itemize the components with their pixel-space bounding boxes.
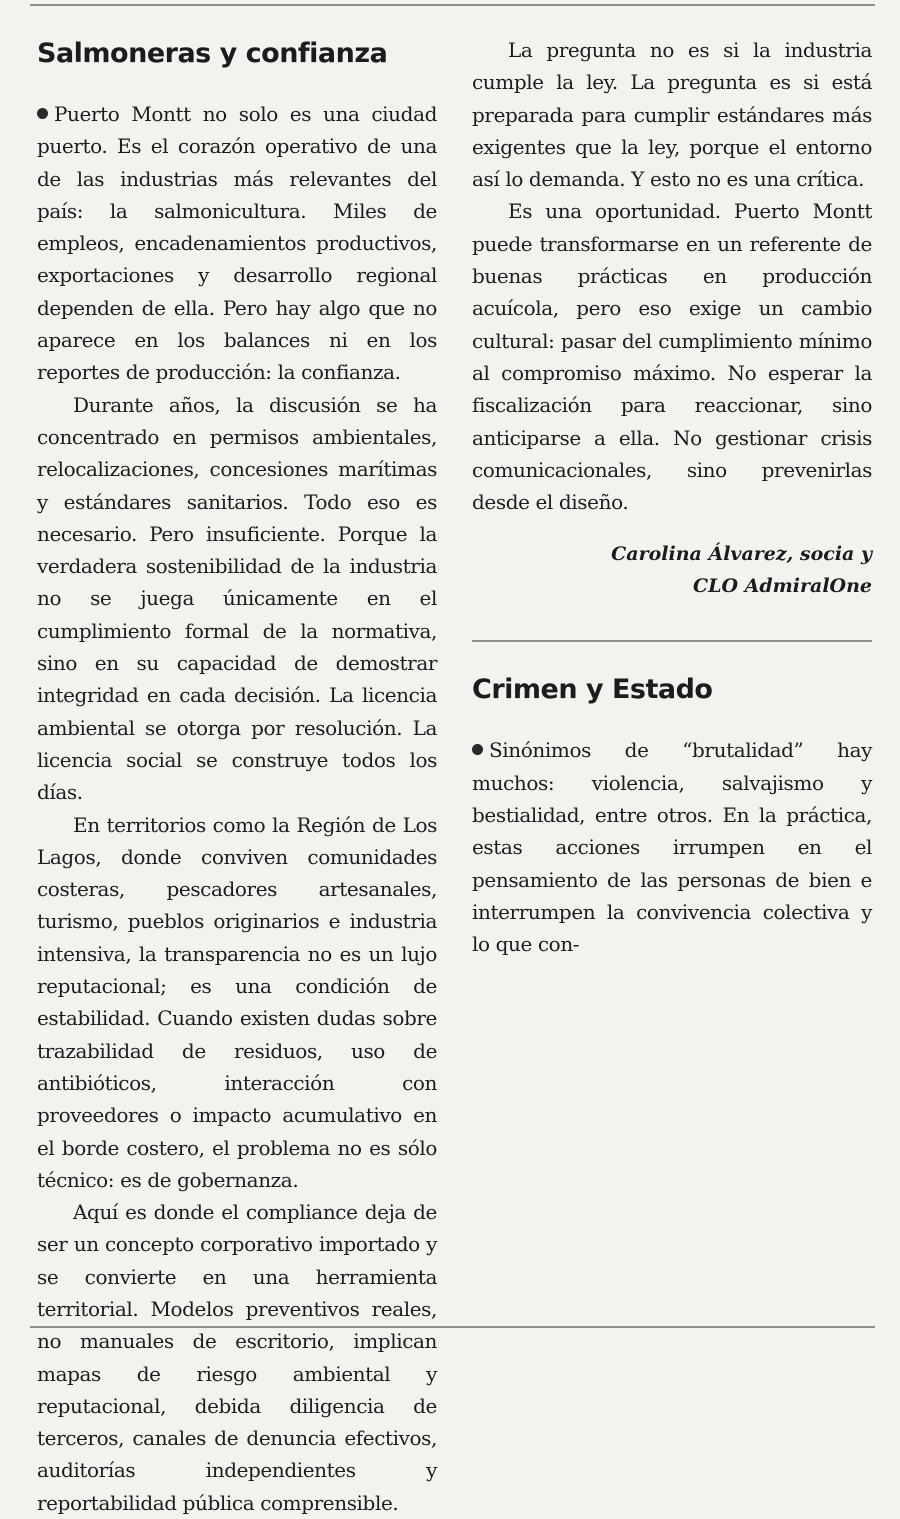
article-paragraph-6: Es una oportunidad. Puerto Montt puede transformarse en un referente de buenas prácticas en producción acuícola, pero eso exige un cambio cultural: pasar del cumplimiento mínimo al compromiso máximo. No esperar la fiscalización para reaccionar, sino anticiparse a ella. No gestionar crisis comunicacionales, sino prevenirlas desde el diseño.	[472, 199, 872, 515]
article2-paragraph-1: Sinónimos de “brutalidad” hay muchos: violencia, salvajismo y bestialidad, entre otros. En la práctica, estas acciones irrumpen en el pensamiento de las personas de bien e interrumpen la convivencia colectiva y lo que con-	[472, 738, 872, 957]
article-paragraph-5: La pregunta no es si la industria cumple la ley. La pregunta es si está preparada para cumplir estándares más exigentes que la ley, porque el entorno así lo demanda. Y esto no es una crítica.	[472, 38, 872, 192]
author-role: CLO AdmiralOne	[693, 575, 872, 598]
article-title-crimen: Crimen y Estado	[472, 674, 713, 706]
bullet-icon	[472, 744, 483, 755]
top-rule	[30, 4, 875, 6]
bottom-rule	[30, 1326, 875, 1328]
article-paragraph-1: Puerto Montt no solo es una ciudad puerto. Es el corazón operativo de una de las industrias más relevantes del país: la salmonicultura. Miles de empleos, encadenamientos productivos, exportaciones y desarrollo regional dependen de ella. Pero hay algo que no aparece en los balances ni en los reportes de producción: la confianza.	[37, 102, 437, 385]
article-title-salmoneras: Salmoneras y confianza	[37, 38, 388, 69]
article-paragraph-3: En territorios como la Región de Los Lagos, donde conviven comunidades costeras, pescadores artesanales, turismo, pueblos originarios e industria intensiva, la transparencia no es un lujo reputacional; es una condición de estabilidad. Cuando existen dudas sobre trazabilidad de residuos, uso de antibióticos, interacción con proveedores o impacto acumulativo en el borde costero, el problema no es sólo técnico: es de gobernanza.	[37, 812, 437, 1192]
article-paragraph-4: Aquí es donde el compliance deja de ser un concepto corporativo importado y se convierte en una herramienta territorial. Modelos preventivos reales, no manuales de escritorio, implican mapas de riesgo ambiental y reputacional, debida diligencia de terceros, canales de denuncia efectivos, auditorías independientes y reportabilidad pública comprensible.	[37, 1200, 437, 1515]
article-divider	[472, 640, 872, 642]
bullet-icon	[37, 108, 48, 119]
author-name: Carolina Álvarez, socia y	[611, 543, 872, 566]
right-column	[472, 34, 872, 961]
author-signature	[472, 538, 872, 602]
article-paragraph-2: Durante años, la discusión se ha concentrado en permisos ambientales, relocalizaciones, concesiones marítimas y estándares sanitarios. Todo eso es necesario. Pero insuficiente. Porque la verdadera sostenibilidad de la industria no se juega únicamente en el cumplimiento formal de la normativa, sino en su capacidad de demostrar integridad en cada decisión. La licencia ambiental se otorga por resolución. La licencia social se construye todos los días.	[37, 392, 437, 805]
left-column	[37, 34, 437, 1519]
